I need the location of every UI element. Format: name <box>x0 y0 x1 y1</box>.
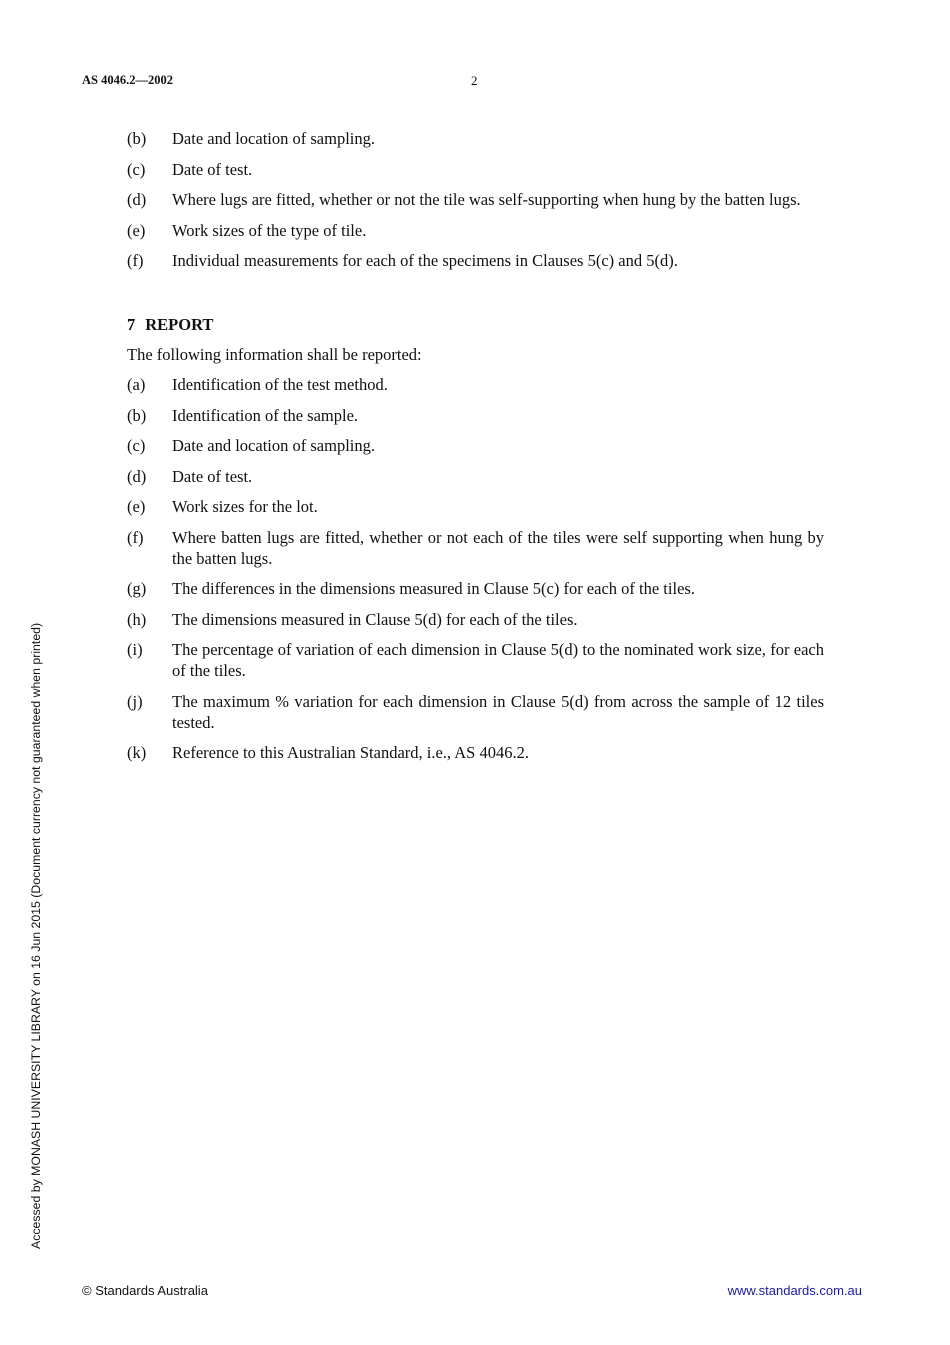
item-label: (b) <box>127 405 147 425</box>
list-item <box>127 435 824 456</box>
footer-copyright: © Standards Australia <box>82 1283 208 1298</box>
list-item <box>127 742 824 763</box>
item-label: (d) <box>127 190 147 209</box>
item-label: (e) <box>127 220 146 240</box>
item-text: The differences in the dimensions measured in Clause 5(c) for each of the tiles. <box>172 579 695 598</box>
item-label: (f) <box>127 527 144 547</box>
list-item <box>127 405 824 426</box>
list-item <box>127 220 824 241</box>
list-item <box>127 496 824 517</box>
list-item <box>127 159 824 180</box>
list-item <box>127 639 824 681</box>
section-heading <box>127 314 213 335</box>
list-item <box>127 250 824 271</box>
item-label: (k) <box>127 743 147 762</box>
item-label: (g) <box>127 579 147 598</box>
item-label: (e) <box>127 497 146 516</box>
list-item <box>127 374 824 395</box>
list-item <box>127 609 824 630</box>
list-item <box>127 128 824 149</box>
item-label: (a) <box>127 375 146 394</box>
item-text: Reference to this Australian Standard, i.e., AS 4046.2. <box>172 743 529 762</box>
section-intro: The following information shall be reported: <box>127 345 422 364</box>
list-item <box>127 189 824 210</box>
item-text: Where batten lugs are fitted, whether or not each of the tiles were self supporting when hung by the batten lugs. <box>172 527 824 568</box>
item-text: Individual measurements for each of the specimens in Clauses 5(c) and 5(d). <box>172 251 678 270</box>
item-text: Identification of the test method. <box>172 375 388 394</box>
item-text: Work sizes of the type of tile. <box>172 220 367 240</box>
item-text: Identification of the sample. <box>172 405 359 425</box>
footer-website-link[interactable]: www.standards.com.au <box>727 1283 862 1298</box>
item-label: (f) <box>127 251 144 270</box>
access-watermark: Accessed by MONASH UNIVERSITY LIBRARY on 16 Jun 2015 (Document currency not guaranteed when printed) <box>29 622 43 1249</box>
item-label: (c) <box>127 436 146 455</box>
item-label: (c) <box>127 159 146 179</box>
list-item <box>127 691 824 733</box>
item-text: The percentage of variation of each dimension in Clause 5(d) to the nominated work size, for each of the tiles. <box>172 640 824 680</box>
document-identifier: AS 4046.2—2002 <box>82 73 173 87</box>
item-text: Date of test. <box>172 466 253 486</box>
item-label: (h) <box>127 609 147 629</box>
item-label: (d) <box>127 466 147 486</box>
item-text: Date of test. <box>172 159 253 179</box>
item-label: (i) <box>127 640 143 659</box>
list-item <box>127 578 824 599</box>
item-text: Work sizes for the lot. <box>172 497 318 516</box>
item-label: (b) <box>127 129 147 148</box>
item-label: (j) <box>127 691 143 711</box>
item-text: The maximum % variation for each dimension in Clause 5(d) from across the sample of 12 tiles tested. <box>172 691 824 732</box>
report-list <box>127 374 824 773</box>
page-number: 2 <box>471 73 478 88</box>
section-title: REPORT <box>145 315 214 334</box>
item-text: The dimensions measured in Clause 5(d) for each of the tiles. <box>172 609 578 629</box>
item-text: Date and location of sampling. <box>172 129 375 148</box>
item-text: Where lugs are fitted, whether or not the tile was self-supporting when hung by the batten lugs. <box>172 190 801 209</box>
list-item <box>127 527 824 569</box>
continued-list <box>127 128 824 281</box>
section-number: 7 <box>127 315 136 334</box>
item-text: Date and location of sampling. <box>172 436 375 455</box>
list-item <box>127 466 824 487</box>
